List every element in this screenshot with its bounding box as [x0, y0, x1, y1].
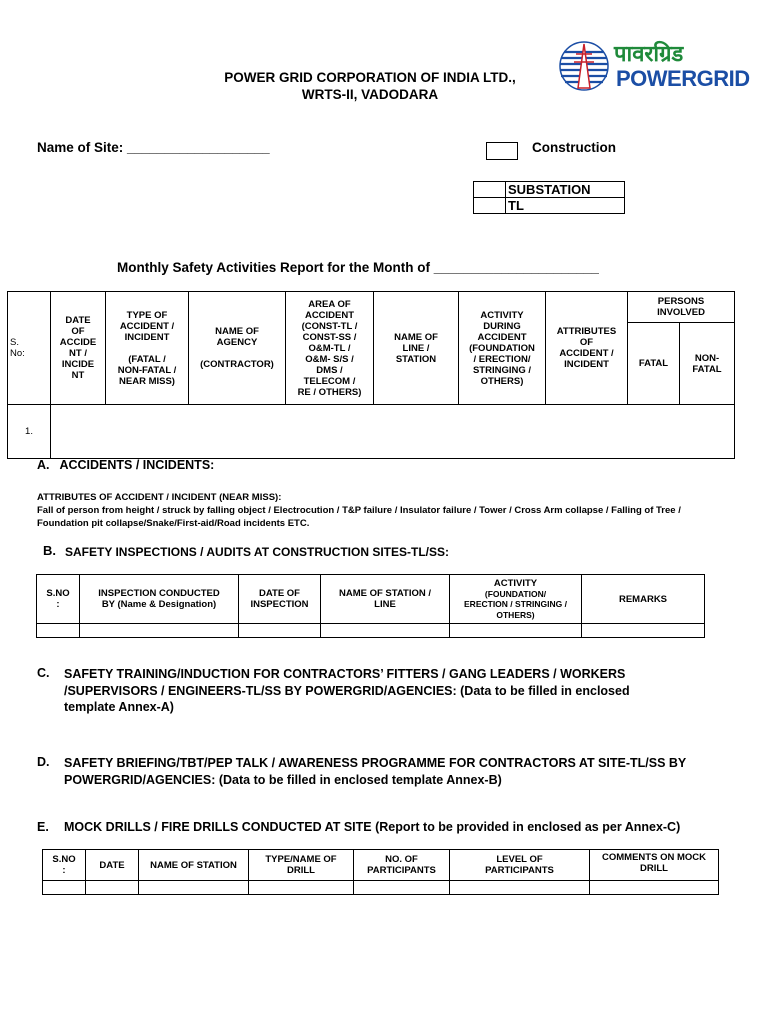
mock-drill-table: [42, 849, 719, 895]
col-sno: S. No:: [8, 292, 51, 405]
substation-checkbox[interactable]: [474, 182, 506, 198]
col-activity: [450, 575, 582, 624]
col-activity: ACTIVITY DURING ACCIDENT (FOUNDATION / ERECTION/ STRINGING / OTHERS): [459, 292, 546, 405]
blank-cell[interactable]: [37, 624, 80, 638]
col-fatal: FATAL: [628, 323, 680, 405]
col-sno: S.NO :: [37, 575, 80, 624]
col-drill-type: TYPE/NAME OF DRILL: [249, 850, 354, 881]
construction-label: Construction: [532, 140, 616, 155]
col-attributes: ATTRIBUTES OF ACCIDENT / INCIDENT: [546, 292, 628, 405]
construction-checkbox[interactable]: [486, 142, 518, 160]
blank-cell[interactable]: [139, 881, 249, 895]
section-c-letter: C.: [37, 666, 50, 680]
blank-cell[interactable]: [80, 624, 239, 638]
inspection-table: [36, 574, 705, 638]
tl-checkbox[interactable]: [474, 198, 506, 214]
tl-label: TL: [506, 198, 625, 214]
row-number: 1.: [8, 405, 51, 459]
col-persons-involved: PERSONS INVOLVED: [628, 292, 735, 323]
col-agency: NAME OF AGENCY (CONTRACTOR): [189, 292, 286, 405]
col-station-line: NAME OF STATION / LINE: [321, 575, 450, 624]
col-type: TYPE OF ACCIDENT / INCIDENT (FATAL / NON-FATAL / NEAR MISS): [106, 292, 189, 405]
blank-cell[interactable]: [450, 624, 582, 638]
attributes-text: Fall of person from height / struck by falling object / Electrocution / T&P failure / Insulator failure / Tower / Cross Arm collapse / Falling of Tree / Foundation pit collapse/Snake/First-aid/Road incidents ETC.: [37, 505, 681, 529]
col-participants: NO. OF PARTICIPANTS: [354, 850, 450, 881]
col-inspection-by: INSPECTION CONDUCTED BY (Name & Designation): [80, 575, 239, 624]
blank-cell[interactable]: [354, 881, 450, 895]
col-remarks: REMARKS: [582, 575, 705, 624]
report-title: Monthly Safety Activities Report for the Month of ______________________: [117, 260, 599, 275]
blank-cell[interactable]: [450, 881, 590, 895]
col-area: AREA OF ACCIDENT (CONST-TL / CONST-SS / O&M-TL / O&M- S/S / DMS / TELECOM / RE / OTHERS): [286, 292, 374, 405]
blank-cell[interactable]: [239, 624, 321, 638]
company-name: POWER GRID CORPORATION OF INDIA LTD.,: [224, 70, 516, 85]
site-name-field[interactable]: Name of Site: ___________________: [37, 140, 270, 155]
site-type-table: [473, 181, 625, 214]
row-entry[interactable]: [51, 405, 735, 459]
section-b-title: SAFETY INSPECTIONS / AUDITS AT CONSTRUCTION SITES-TL/SS:: [65, 545, 450, 559]
logo-hindi-text: पावरग्रिड: [614, 42, 684, 67]
section-c-text: SAFETY TRAINING/INDUCTION FOR CONTRACTORS’ FITTERS / GANG LEADERS / WORKERS /SUPERVISORS / ENGINEERS-TL/SS BY POWERGRID/AGENCIES: (Data to be filled in enclosed template Annex-A): [64, 667, 630, 714]
col-sno: S.NO :: [43, 850, 86, 881]
attributes-heading: ATTRIBUTES OF ACCIDENT / INCIDENT (NEAR MISS):: [37, 492, 282, 503]
section-e-note: (Report to be provided in enclosed as per Annex-C): [371, 820, 681, 834]
section-e-heading: MOCK DRILLS / FIRE DRILLS CONDUCTED AT SITE: [64, 820, 372, 834]
col-level: LEVEL OF PARTICIPANTS: [450, 850, 590, 881]
col-comments: COMMENTS ON MOCK DRILL: [590, 850, 719, 881]
col-station: NAME OF STATION: [139, 850, 249, 881]
col-inspection-date: DATE OF INSPECTION: [239, 575, 321, 624]
logo-english-text: POWERGRID: [616, 66, 750, 91]
blank-cell[interactable]: [43, 881, 86, 895]
accident-table: [7, 291, 735, 459]
section-d-text: SAFETY BRIEFING/TBT/PEP TALK / AWARENESS PROGRAMME FOR CONTRACTORS AT SITE-TL/SS BY POWERGRID/AGENCIES: (Data to be filled in enclosed template Annex-B): [64, 756, 687, 787]
globe-tower-icon: [558, 40, 610, 92]
blank-cell[interactable]: [590, 881, 719, 895]
col-date: DATE OF ACCIDE NT / INCIDE NT: [51, 292, 106, 405]
col-date: DATE: [86, 850, 139, 881]
region-name: WRTS-II, VADODARA: [301, 87, 439, 102]
section-b-letter: B.: [43, 543, 56, 558]
section-a-title: A. ACCIDENTS / INCIDENTS:: [37, 458, 215, 472]
section-e-letter: E.: [37, 820, 49, 834]
blank-cell[interactable]: [86, 881, 139, 895]
powergrid-logo: [558, 40, 750, 95]
blank-cell[interactable]: [321, 624, 450, 638]
blank-cell[interactable]: [582, 624, 705, 638]
col-nonfatal: NON- FATAL: [680, 323, 735, 405]
col-line-station: NAME OF LINE / STATION: [374, 292, 459, 405]
activity-label: ACTIVITY: [493, 577, 538, 589]
activity-sublabel: (FOUNDATION/ ERECTION / STRINGING / OTHERS): [464, 588, 567, 620]
section-d-letter: D.: [37, 755, 50, 769]
substation-label: SUBSTATION: [506, 182, 625, 198]
blank-cell[interactable]: [249, 881, 354, 895]
section-e-title: [64, 820, 680, 834]
